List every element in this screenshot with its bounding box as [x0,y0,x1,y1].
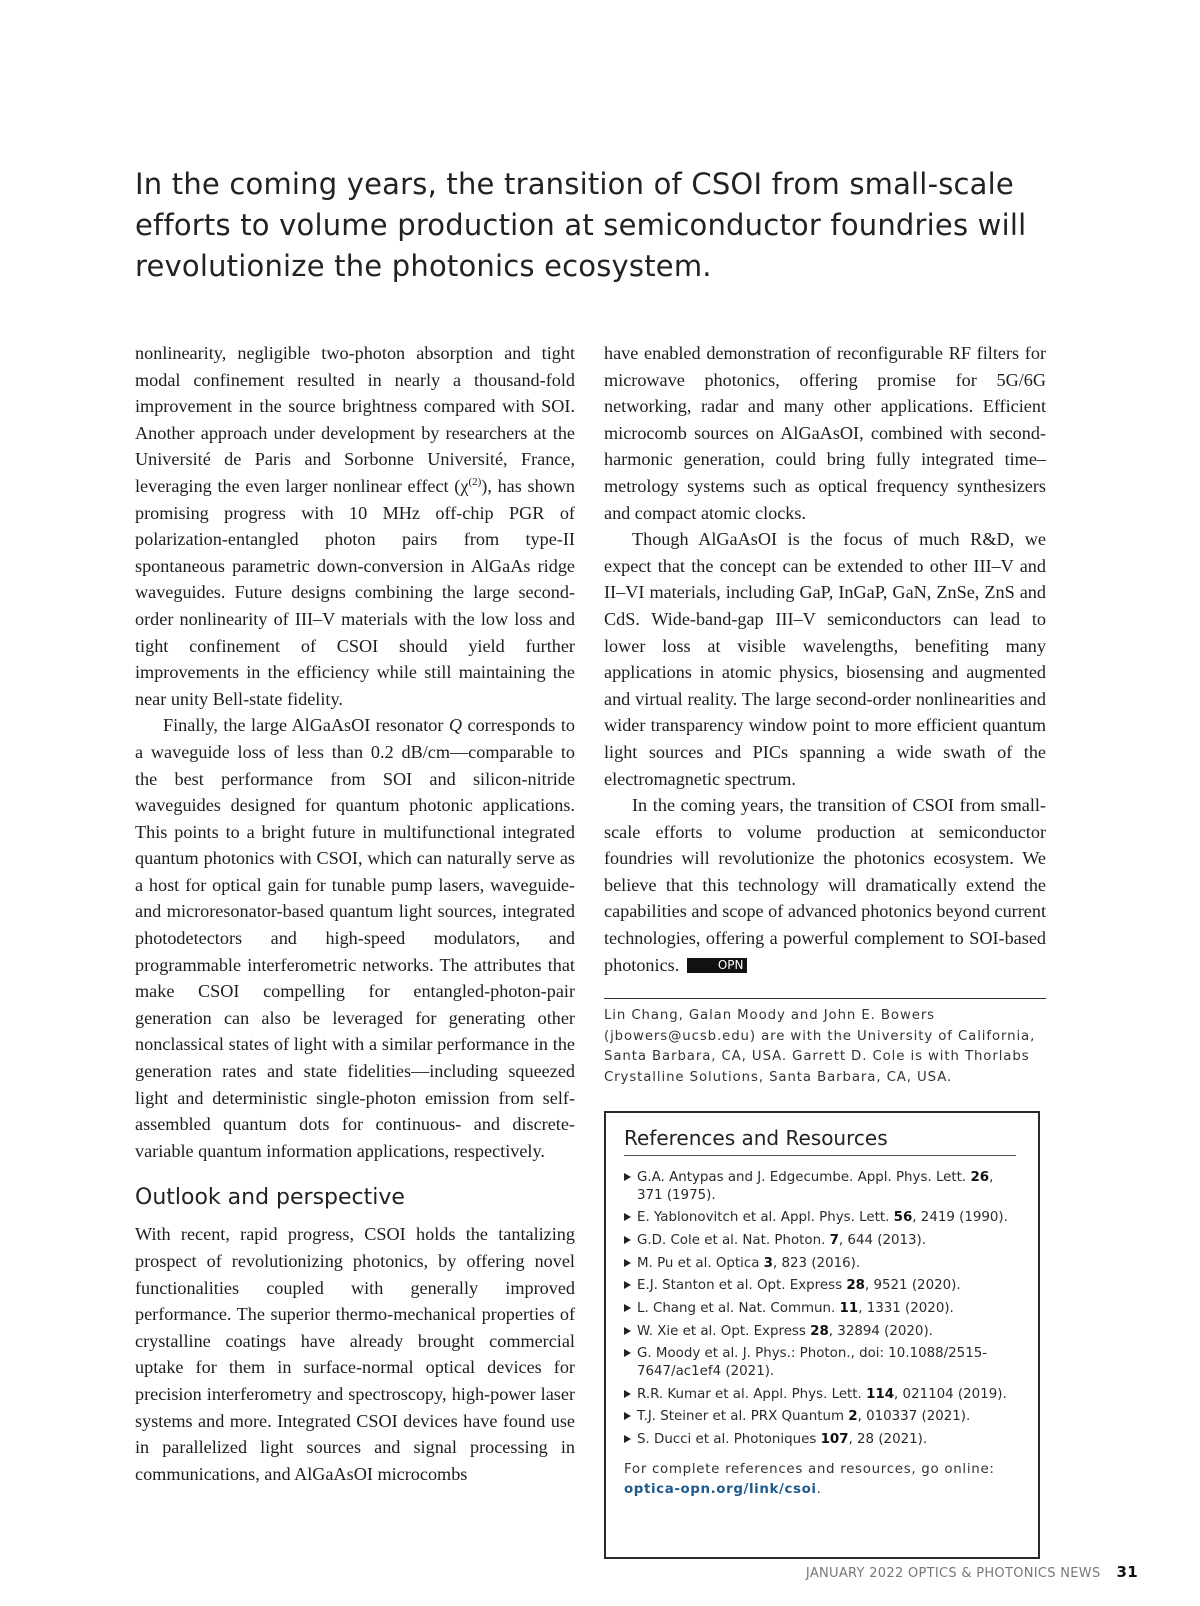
page-number: 31 [1116,1563,1138,1581]
right-column [604,340,1046,978]
references-box [604,1111,1040,1559]
section-heading: Outlook and perspective [135,1185,405,1211]
opn-end-mark: OPN [687,958,747,973]
bullet-triangle-icon [624,1349,631,1357]
bullet-triangle-icon [624,1173,631,1181]
reference-item: G. Moody et al. J. Phys.: Photon., doi: 10.1088/2515-7647/ac1ef4 (2021). [624,1345,1020,1380]
references-note: For complete references and resources, go online: optica-opn.org/link/csoi. [624,1462,995,1497]
footer-issue: JANUARY 2022 OPTICS & PHOTONICS NEWS [805,1566,1101,1581]
references-list [624,1169,1020,1454]
body-paragraph: have enabled demonstration of reconfigurable RF filters for microwave photonics, offering promise for 5G/6G networking, radar and many other applications. Efficient microcomb sources on AlGaAsOI, combined with second-harmonic generation, could bring fully integrated time–metrology systems such as optical frequency synthesizers and compact atomic clocks. [604,343,1046,523]
body-paragraph: With recent, rapid progress, CSOI holds the tantalizing prospect of revolutionizing photonics, by offering novel functionalities coupled with generally improved performance. The superior thermo-mechanical properties of crystalline coatings have already brought commercial uptake for them in surface-normal optical devices for precision interferometry and spectroscopy, high-power laser systems and more. Integrated CSOI devices have found use in parallelized light sources and signal processing in communications, and AlGaAsOI microcombs [135,1224,575,1484]
bullet-triangle-icon [624,1213,631,1221]
reference-item: G.A. Antypas and J. Edgecumbe. Appl. Phys. Lett. 26, 371 (1975). [624,1169,1020,1204]
reference-item: G.D. Cole et al. Nat. Photon. 7, 644 (2013). [624,1232,1020,1250]
reference-item: R.R. Kumar et al. Appl. Phys. Lett. 114, 021104 (2019). [624,1386,1020,1404]
reference-item: T.J. Steiner et al. PRX Quantum 2, 010337 (2021). [624,1408,1020,1426]
body-paragraph: nonlinearity, negligible two-photon absorption and tight modal confinement resulted in nearly a thousand-fold improvement in the source brightness compared with SOI. Another approach under development by researchers at the Université de Paris and Sorbonne Université, France, leveraging the even larger nonlinear effect $(\chi^{(2)})$, has shown promising progress with 10 MHz off-chip PGR of polarization-entangled photon pairs from type-II spontaneous parametric down-conversion in AlGaAs ridge waveguides. Future designs combining the large second-order nonlinearity of III–V materials with the low loss and tight confinement of CSOI should yield further improvements in the efficiency while still maintaining the near unity Bell-state fidelity. [135,343,575,709]
reference-item: E.J. Stanton et al. Opt. Express 28, 9521 (2020). [624,1277,1020,1295]
bullet-triangle-icon [624,1435,631,1443]
reference-item: M. Pu et al. Optica 3, 823 (2016). [624,1255,1020,1273]
reference-item: W. Xie et al. Opt. Express 28, 32894 (2020). [624,1323,1020,1341]
body-paragraph: In the coming years, the transition of CSOI from small-scale efforts to volume production at semiconductor foundries will revolutionize the photonics ecosystem. We believe that this technology will dramatically extend the capabilities and scope of advanced photonics beyond current technologies, offering a powerful complement to SOI-based photonics. OPN [604,795,1046,975]
reference-item: S. Ducci et al. Photoniques 107, 28 (2021). [624,1431,1020,1449]
pull-quote: In the coming years, the transition of CSOI from small-scale efforts to volume production at semiconductor foundries will revolutionize the photonics ecosystem. [135,167,1027,283]
author-bio: Lin Chang, Galan Moody and John E. Bowers (jbowers@ucsb.edu) are with the University of California, Santa Barbara, CA, USA. Garrett D. Cole is with Thorlabs Crystalline Solutions, Santa Barbara, CA, USA. [604,1008,1036,1085]
bullet-triangle-icon [624,1304,631,1312]
bullet-triangle-icon [624,1412,631,1420]
body-paragraph: Though AlGaAsOI is the focus of much R&D, we expect that the concept can be extended to other III–V and II–VI materials, including GaP, InGaP, GaN, ZnSe, ZnS and CdS. Wide-band-gap III–V semiconductors can lead to lower loss at visible wavelengths, benefiting many applications in atomic physics, biosensing and augmented and virtual reality. The large second-order nonlinearities and wider transparency window point to more efficient quantum light sources and PICs spanning a wide swath of the electromagnetic spectrum. [604,529,1046,789]
bullet-triangle-icon [624,1259,631,1267]
page-footer [806,1563,1138,1583]
bullet-triangle-icon [624,1236,631,1244]
body-paragraph: Finally, the large AlGaAsOI resonator Q corresponds to a waveguide loss of less than 0.2 dB/cm—comparable to the best performance from SOI and silicon-nitride waveguides designed for quantum photonic applications. This points to a bright future in multifunctional integrated quantum photonics with CSOI, which can naturally serve as a host for optical gain for tunable pump lasers, waveguide- and microresonator-based quantum light sources, integrated photodetectors and high-speed modulators, and programmable interferometric networks. The attributes that make CSOI compelling for entangled-photon-pair generation can also be leveraged for generating other nonclassical states of light with a similar performance in the generation rates and state fidelities—including squeezed light and deterministic single-photon emission from self-assembled quantum dots for continuous- and discrete-variable quantum information applications, respectively. [135,715,575,1161]
bullet-triangle-icon [624,1281,631,1289]
left-column [135,340,575,1487]
author-divider [604,998,1046,999]
references-link[interactable]: optica-opn.org/link/csoi [624,1482,817,1497]
reference-item: L. Chang et al. Nat. Commun. 11, 1331 (2020). [624,1300,1020,1318]
references-title: References and Resources [624,1124,1016,1156]
reference-item: E. Yablonovitch et al. Appl. Phys. Lett. 56, 2419 (1990). [624,1209,1020,1227]
bullet-triangle-icon [624,1390,631,1398]
bullet-triangle-icon [624,1327,631,1335]
